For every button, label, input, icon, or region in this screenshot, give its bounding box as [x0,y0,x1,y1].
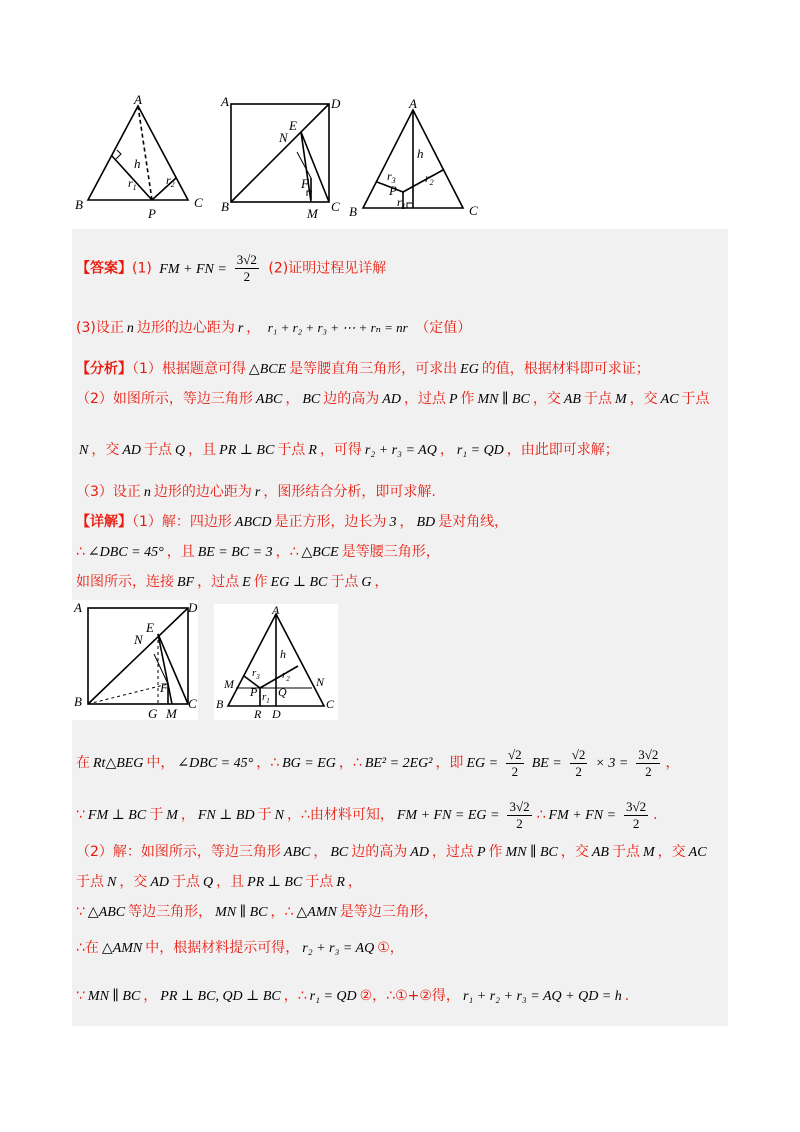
fig4-label-d: D [188,600,198,615]
fig3-label-a: A [409,98,417,111]
answer-part1-label: (1) [132,260,152,277]
fig5-label-r: R [254,707,262,720]
fig5-label-h: h [280,647,286,661]
fig1-label-r2: $r_2$ [166,173,175,189]
answer-n: n [126,321,134,336]
fig2-label-m: M [307,206,318,221]
fig5-label-r2: $r_2$ [282,669,290,683]
fig3-label-r2: $r_2$ [425,171,434,187]
fig5-label-b: B [216,697,224,711]
fig3-label-r1: $r_1$ [397,195,406,211]
figure-triangle-1-svg [70,92,220,222]
fig4-label-n: N [134,632,143,647]
answer-part3-line: (3)设正 n 边形的边心距为 r ， r₁ + r₂ + r₃ + ⋯ + rₙ = nr （定值） [76,320,472,336]
figure-square-2 [72,600,198,720]
fig4-label-c: C [188,696,197,711]
fig5-label-n: N [316,675,325,689]
answer-eq1-left: FM + FN = [159,261,227,277]
fig2-label-e: E [289,118,297,133]
fig3-label-p: P [389,183,397,198]
fig3-label-r3: $r_3$ [387,169,396,185]
fig1-label-r1: $r_1$ [128,176,137,192]
detail-tag: 【详解】 [76,514,132,530]
analysis-tag: 【分析】 [76,361,132,377]
fig5-label-d: D [272,707,281,720]
fig3-label-b: B [349,204,357,219]
figure-triangle-3 [214,604,338,720]
fig3-label-h: h [417,146,424,161]
fig4-label-g: G [148,706,158,720]
fig5-label-a: A [272,604,280,617]
figure-square-1-svg [215,92,350,222]
detail-line-9: ∴在 △AMN 中，根据材料提示可得， r₂ + r₃ = AQ ①， [76,940,404,956]
fig5-label-q: Q [278,685,287,699]
analysis-line-3: N ，交 AD 于点 Q ，且 PR ⊥ BC 于点 R ，可得 r₂ + r₃ = AQ ， r₁ = QD ，由此即可求解； [79,442,619,458]
figure-triangle-1 [70,92,220,222]
fig2-label-b: B [221,199,229,214]
fig5-label-r3: $r_3$ [252,667,260,681]
detail-line-10: ∵ MN ∥ BC ， PR ⊥ BC, QD ⊥ BC ，∴ r₁ = QD ②，∴①+②得， r₁ + r₂ + r₃ = AQ + QD = h . [76,988,630,1004]
fig3-label-c: C [469,203,478,218]
detail-line-7: 于点 N ，交 AD 于点 Q ，且 PR ⊥ BC 于点 R ， [76,874,362,890]
fig2-label-n: N [279,130,288,145]
fig4-label-m: M [166,706,177,720]
answer-part2: (2)证明过程见详解 [268,260,387,277]
fig5-label-c: C [326,697,335,711]
fig2-label-f: F [301,176,309,191]
answer-r: r [237,321,244,336]
analysis-line-2: （2）如图所示，等边三角形 ABC ， BC 边的高为 AD ，过点 P 作 MN ∥ BC ，交 AB 于点 M ，交 AC 于点 [76,391,710,407]
detail-line-6: （2）解：如图所示，等边三角形 ABC ， BC 边的高为 AD ，过点 P 作 MN ∥ BC ，交 AB 于点 M ，交 AC [76,844,707,860]
figure-square-1 [215,92,350,222]
fig5-label-p: P [250,685,258,699]
fig2-label-a: A [221,94,229,109]
fig1-label-b: B [75,197,83,212]
fig4-label-f: F [160,680,168,695]
detail-line-3: 如图所示，连接 BF ，过点 E 作 EG ⊥ BC 于点 G ， [76,574,389,590]
fig1-label-c: C [194,195,203,210]
fig4-label-a: A [74,600,82,615]
figure-triangle-2 [345,98,495,222]
fig2-label-d: D [331,96,341,111]
detail-line-1: 【详解】（1）解：四边形 ABCD 是正方形，边长为 3 ， BD 是对角线， [76,514,509,530]
fig5-label-r1: $r_1$ [262,691,270,705]
fig4-label-e: E [146,620,154,635]
figure-triangle-2-svg [345,98,495,222]
detail-line-8: ∵ △ABC 等边三角形， MN ∥ BC ，∴ △AMN 是等边三角形， [76,904,438,920]
answer-eq1-fraction: $\frac{3√2}{2}$ [236,252,257,284]
analysis-line-1: 【分析】（1）根据题意可得 △BCE 是等腰直角三角形，可求出 EG 的值，根据材料即可求证； [76,361,650,377]
figure-square-2-svg [72,600,198,720]
answer-part3-eq: r₁ + r₂ + r₃ + ⋯ + rₙ = nr [267,320,408,335]
answer-tag: 【答案】 [76,260,132,277]
answer-line [76,252,386,282]
detail-line-5: ∵ FM ⊥ BC 于 M ， FN ⊥ BD 于 N ，∴由材料可知， FM + FN = EG = $\frac{3√2}{2}$ ∴ FM + FN = $\frac{3√2}{2}$ . [76,798,658,831]
fig1-label-p: P [148,206,156,221]
analysis-line-4: （3）设正 n 边形的边心距为 r ，图形结合分析，即可求解. [76,484,436,500]
detail-line-4: 在 Rt△BEG 中， ∠DBC = 45° ，∴ BG = EG ，∴ BE² = 2EG² ，即 EG = $\frac{√2}{2}$ BE = $\frac{√2}{2}$ × 3 = $\frac{3√2}{2}$ ， [76,746,680,779]
fig4-label-b: B [74,694,82,709]
fig1-label-a: A [134,92,142,107]
fig1-label-h: h [134,156,141,171]
detail-line-2: ∴ ∠DBC = 45° ，且 BE = BC = 3 ，∴ △BCE 是等腰三角形， [76,544,440,560]
fig2-label-c: C [331,199,340,214]
figure-triangle-3-svg [214,604,338,720]
fig5-label-m: M [224,677,234,691]
